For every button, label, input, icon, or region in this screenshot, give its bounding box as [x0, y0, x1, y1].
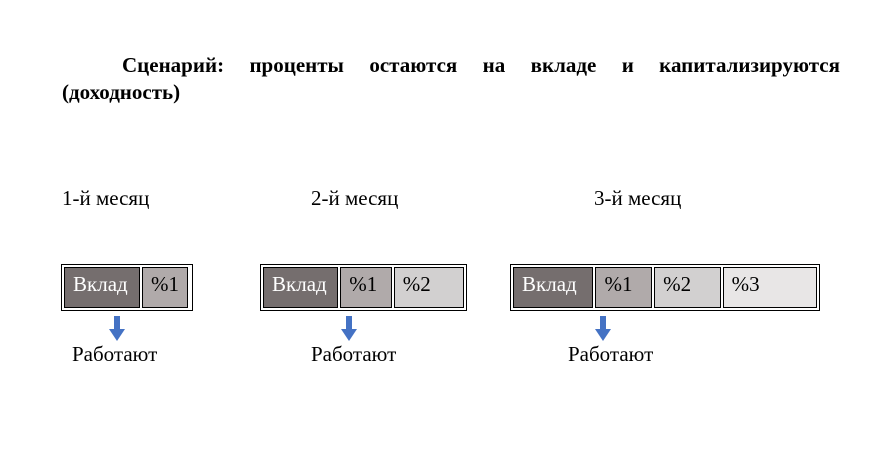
month-label-3: 3-й месяц: [594, 186, 682, 210]
deposit-cell: Вклад: [263, 267, 338, 308]
deposit-cell: Вклад: [513, 267, 593, 308]
down-arrow-icon: [595, 316, 611, 342]
down-arrow-icon: [341, 316, 357, 342]
interest-cell-3: %3: [723, 267, 817, 308]
interest-cell-1: %1: [340, 267, 392, 308]
works-label-3: Работают: [568, 342, 654, 366]
scenario-title: Сценарий: проценты остаются на вкладе и капитализируются (доходность): [62, 53, 840, 104]
deposit-bar-month-1: [61, 264, 193, 311]
deposit-bar-month-2: [260, 264, 467, 311]
works-label-2: Работают: [311, 342, 397, 366]
interest-cell-2: %2: [394, 267, 464, 308]
works-label-1: Работают: [72, 342, 158, 366]
interest-cell-1: %1: [142, 267, 188, 308]
month-label-2: 2-й месяц: [311, 186, 399, 210]
month-label-1: 1-й месяц: [62, 186, 150, 210]
deposit-cell: Вклад: [64, 267, 140, 308]
interest-cell-2: %2: [654, 267, 721, 308]
interest-cell-1: %1: [595, 267, 652, 308]
down-arrow-icon: [109, 316, 125, 342]
deposit-bar-month-3: [510, 264, 820, 311]
